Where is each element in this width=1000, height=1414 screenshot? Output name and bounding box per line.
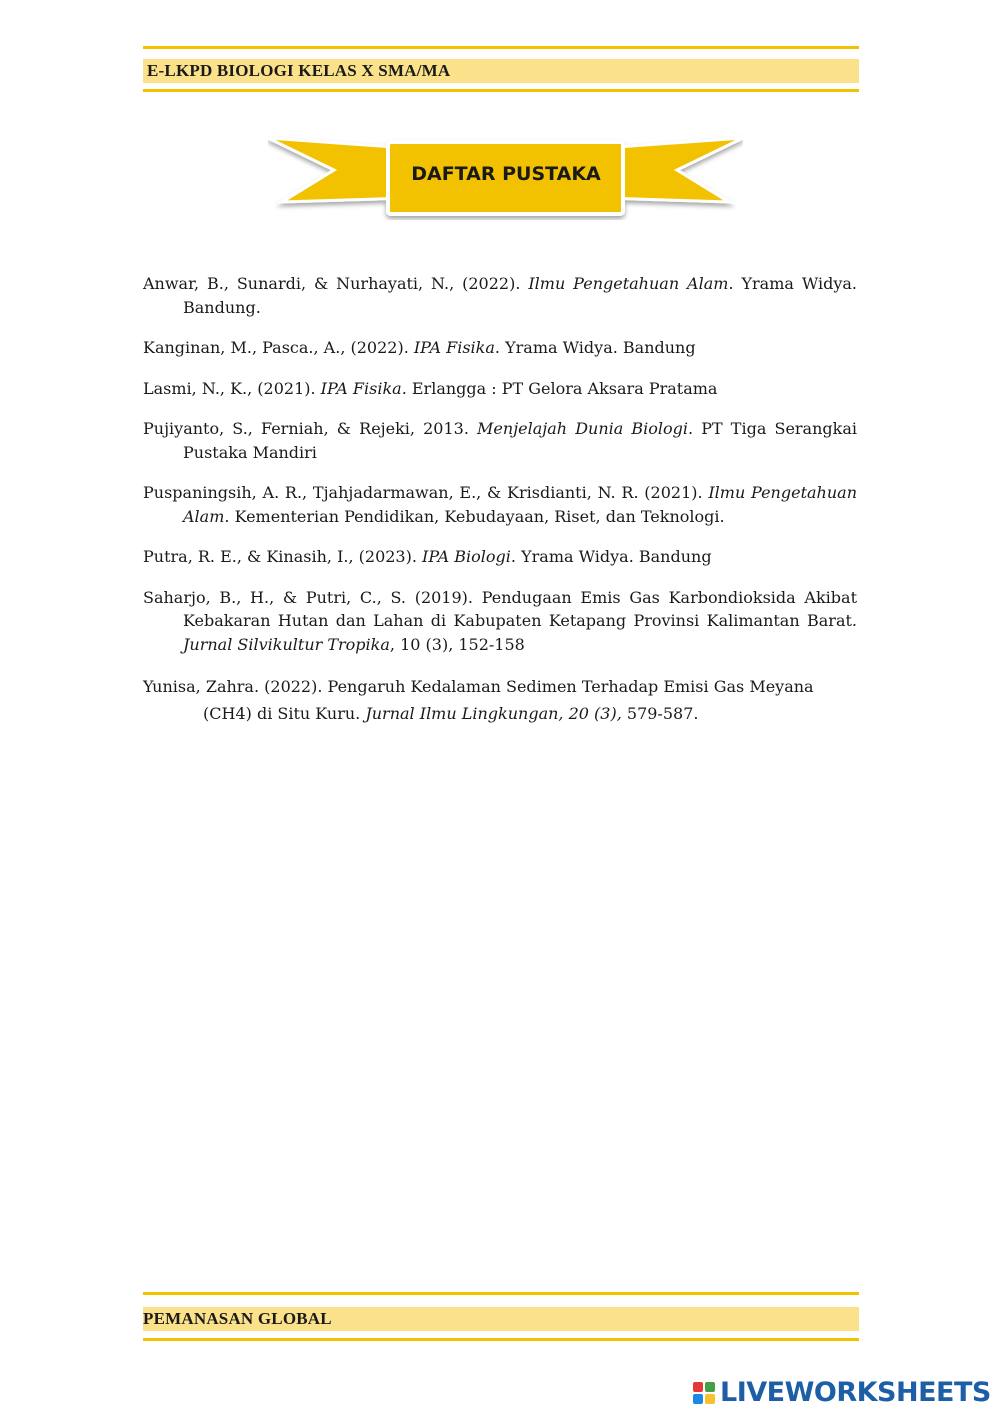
reference-item: Saharjo, B., H., & Putri, C., S. (2019). Pendugaan Emis Gas Karbondioksida Akibat Kebakaran Hutan dan Lahan di Kabupaten Ketapang Provinsi Kalimantan Barat. Jurnal Silvikultur Tropika, 10 (3), 152-158 (143, 587, 857, 654)
footer-rule-bottom (143, 1338, 859, 1341)
reference-list (143, 272, 857, 744)
liveworksheets-icon (693, 1382, 717, 1404)
liveworksheets-logo (693, 1377, 991, 1408)
liveworksheets-text: LIVEWORKSHEETS (720, 1377, 991, 1408)
header-title: E-LKPD BIOLOGI KELAS X SMA/MA (147, 61, 451, 80)
footer-title: PEMANASAN GLOBAL (143, 1309, 332, 1328)
reference-item: Kanginan, M., Pasca., A., (2022). IPA Fisika. Yrama Widya. Bandung (143, 338, 696, 357)
reference-item: Yunisa, Zahra. (2022). Pengaruh Kedalaman Sedimen Terhadap Emisi Gas Meyana (CH4) di Situ Kuru. Jurnal Ilmu Lingkungan, 20 (3), 579-587. (143, 677, 814, 723)
reference-item: Putra, R. E., & Kinasih, I., (2023). IPA Biologi. Yrama Widya. Bandung (143, 547, 712, 566)
footer-rule-top (143, 1292, 859, 1295)
reference-item: Pujiyanto, S., Ferniah, & Rejeki, 2013. Menjelajah Dunia Biologi. PT Tiga Serangkai Pustaka Mandiri (143, 419, 857, 462)
header-rule-top (143, 46, 859, 49)
reference-item: Puspaningsih, A. R., Tjahjadarmawan, E., & Krisdianti, N. R. (2021). Ilmu Pengetahuan Alam. Kementerian Pendidikan, Kebudayaan, Riset, dan Teknologi. (143, 483, 857, 526)
banner-title: DAFTAR PUSTAKA (411, 163, 601, 185)
reference-item: Anwar, B., Sunardi, & Nurhayati, N., (2022). Ilmu Pengetahuan Alam. Yrama Widya. Bandung. (143, 274, 858, 317)
section-banner (268, 132, 743, 220)
reference-item: Lasmi, N., K., (2021). IPA Fisika. Erlangga : PT Gelora Aksara Pratama (143, 378, 718, 398)
header-rule-bottom (143, 89, 859, 92)
